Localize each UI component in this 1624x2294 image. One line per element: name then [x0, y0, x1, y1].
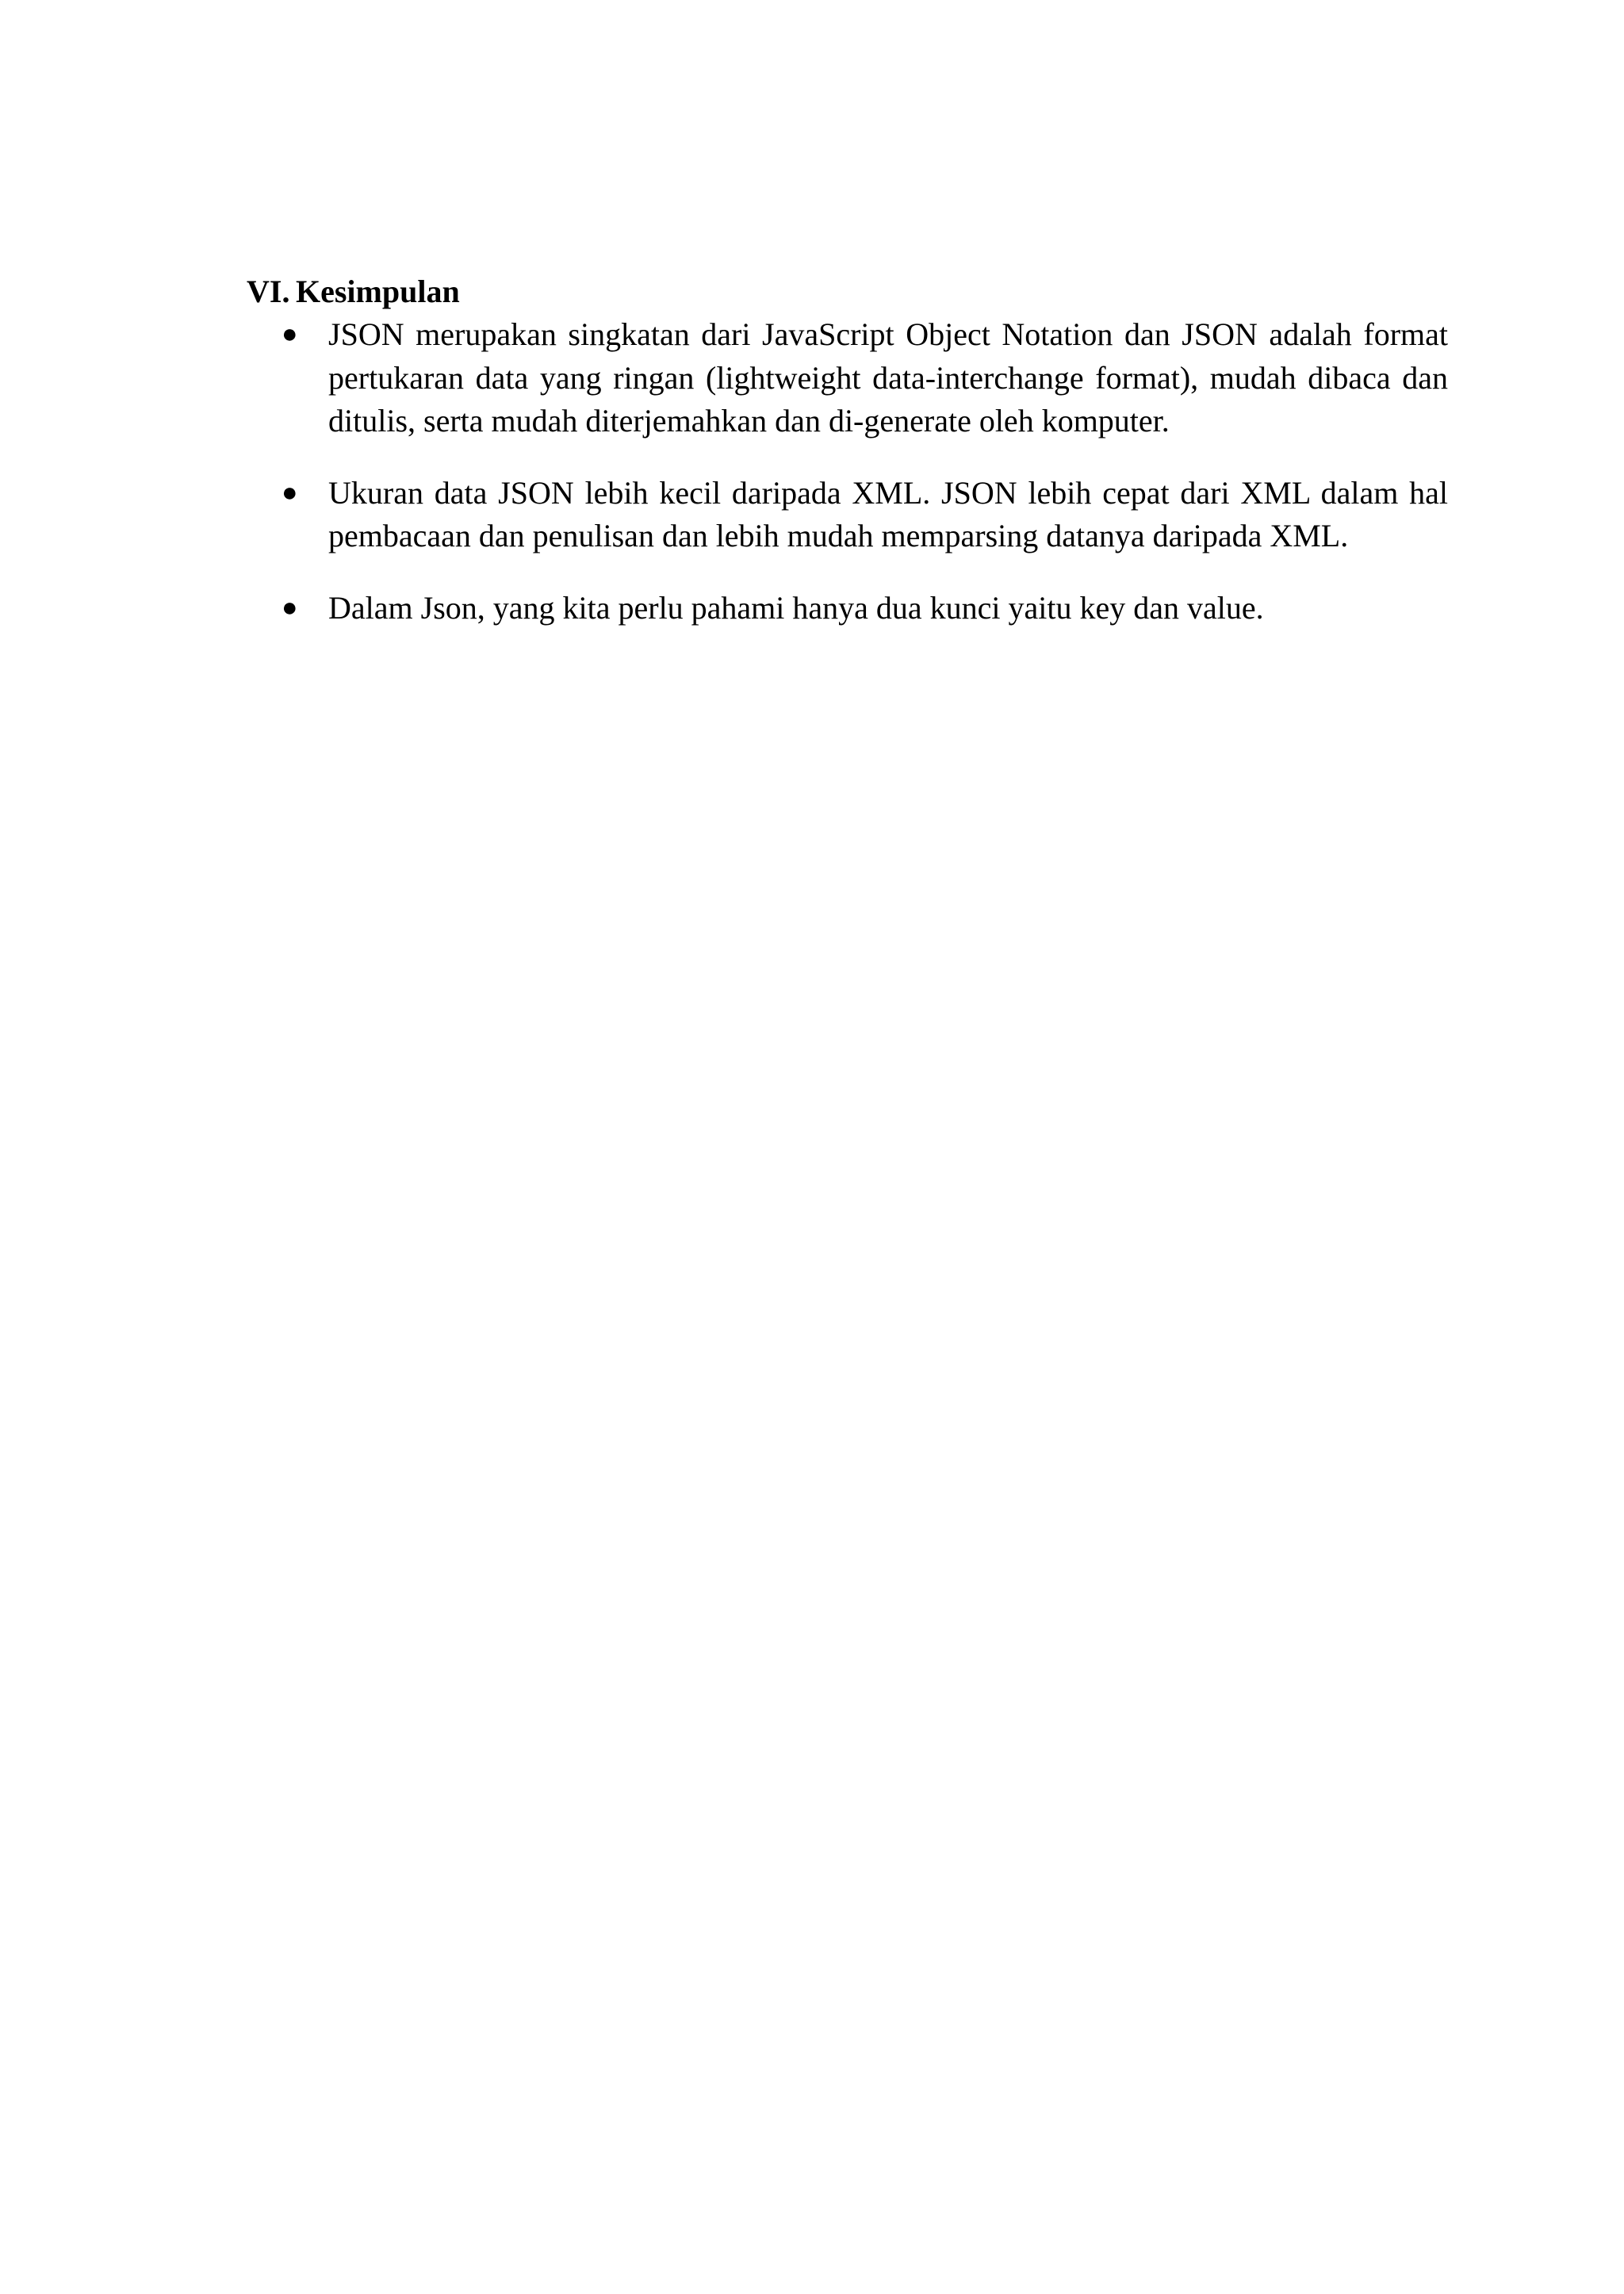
conclusion-section: [247, 270, 1448, 658]
bullet-icon: ●: [282, 592, 298, 622]
section-heading: [247, 270, 1448, 313]
section-number: VI.: [247, 274, 290, 309]
bullet-icon: ●: [282, 320, 298, 349]
bullet-icon: ●: [282, 477, 298, 507]
list-item: [247, 587, 1448, 630]
conclusion-list: [247, 313, 1448, 630]
list-item-text: Dalam Json, yang kita perlu pahami hanya dua kunci yaitu key dan value.: [328, 589, 1264, 626]
section-title: Kesimpulan: [296, 274, 460, 309]
list-item: [247, 472, 1448, 558]
list-item-text: Ukuran data JSON lebih kecil daripada XML. JSON lebih cepat dari XML dalam hal pembacaan dan penulisan dan lebih mudah memparsing datanya daripada XML.: [328, 474, 1448, 553]
list-item-text: JSON merupakan singkatan dari JavaScript Object Notation dan JSON adalah format pertukaran data yang ringan (lightweight data-interchange format), mudah dibaca dan ditulis, serta mudah diterjemahkan dan di-generate oleh komputer.: [328, 316, 1448, 439]
list-item: [247, 313, 1448, 443]
